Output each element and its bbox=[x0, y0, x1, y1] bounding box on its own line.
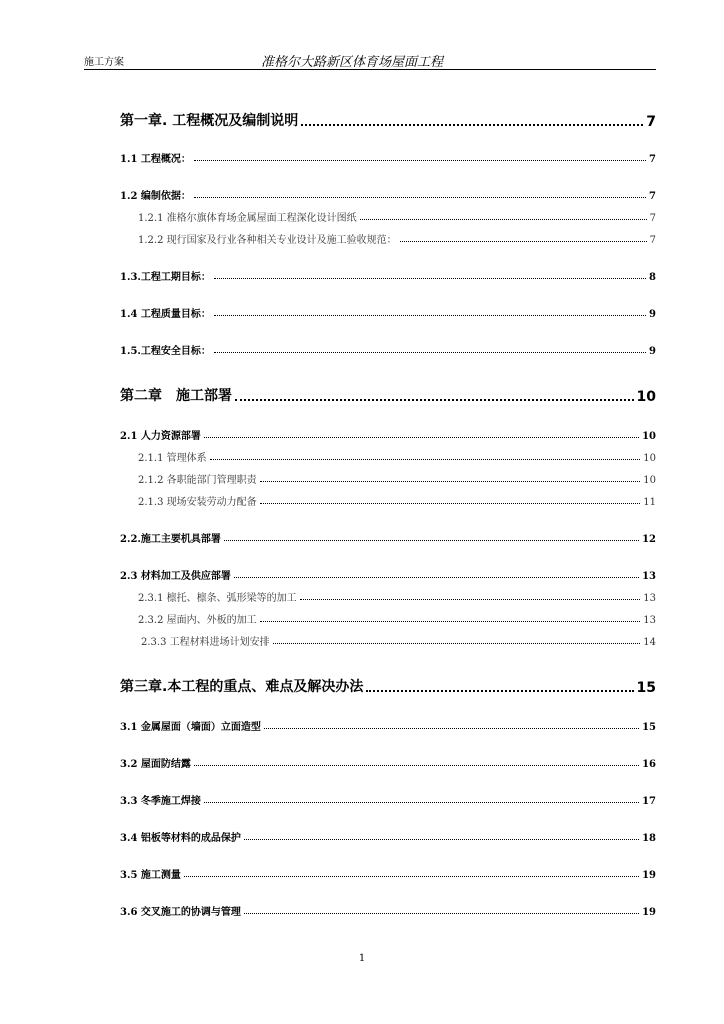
toc-subsection-2-1-2[interactable] bbox=[138, 471, 656, 486]
toc-page-number: 16 bbox=[642, 759, 656, 770]
toc-entry-title: 1.4 工程质量目标： bbox=[120, 309, 211, 320]
toc-leader-dots bbox=[214, 352, 646, 353]
toc-leader-dots bbox=[214, 278, 646, 279]
toc-subsection-2-1-1[interactable] bbox=[138, 449, 656, 464]
toc-section-1-2[interactable] bbox=[120, 187, 656, 202]
toc-leader-dots bbox=[194, 765, 639, 766]
toc-leader-dots bbox=[204, 437, 639, 438]
toc-subsection-1-2-2[interactable] bbox=[138, 231, 656, 246]
toc-page-number: 7 bbox=[649, 191, 656, 202]
toc-leader-dots bbox=[214, 315, 646, 316]
toc-entry-title: 2.3.1 檩托、檩条、弧形梁等的加工 bbox=[138, 593, 297, 604]
toc-section-3-4[interactable] bbox=[120, 829, 656, 844]
toc-page-number: 10 bbox=[636, 389, 656, 405]
toc-page-number: 18 bbox=[642, 833, 656, 844]
toc-leader-dots bbox=[366, 690, 633, 692]
toc-entry-title: 1.1 工程概况： bbox=[120, 154, 191, 165]
toc-entry-title: 3.3 冬季施工焊接 bbox=[120, 796, 201, 807]
toc-page-number: 15 bbox=[642, 722, 656, 733]
toc-entry-title: 3.4 铝板等材料的成品保护 bbox=[120, 833, 241, 844]
toc-leader-dots bbox=[184, 876, 639, 877]
toc-entry-title: 第二章 施工部署 bbox=[120, 388, 232, 404]
toc-page-number: 12 bbox=[642, 534, 656, 545]
toc-page-number: 13 bbox=[643, 615, 656, 626]
toc-section-2-3[interactable] bbox=[120, 567, 656, 582]
page-header bbox=[84, 52, 656, 70]
toc-entry-title: 2.3.2 屋面内、外板的加工 bbox=[138, 615, 257, 626]
toc-leader-dots bbox=[244, 839, 639, 840]
toc-leader-dots bbox=[224, 540, 639, 541]
header-doc-type: 施工方案 bbox=[84, 57, 124, 68]
toc-page-number: 19 bbox=[642, 907, 656, 918]
toc-subsection-2-3-1[interactable] bbox=[138, 589, 656, 604]
toc-page-number: 15 bbox=[636, 680, 656, 696]
toc-page-number: 10 bbox=[643, 475, 656, 486]
toc-page-number: 17 bbox=[642, 796, 656, 807]
toc-leader-dots bbox=[210, 459, 641, 460]
toc-page-number: 10 bbox=[643, 453, 656, 464]
toc-page-number: 7 bbox=[646, 114, 656, 130]
toc-leader-dots bbox=[204, 802, 639, 803]
toc-entry-title: 第三章.本工程的重点、难点及解决办法 bbox=[120, 679, 364, 695]
toc-section-3-1[interactable] bbox=[120, 718, 656, 733]
toc-leader-dots bbox=[244, 913, 639, 914]
toc-leader-dots bbox=[260, 503, 641, 504]
toc-entry-title: 第一章. 工程概况及编制说明 bbox=[120, 113, 299, 129]
toc-section-3-2[interactable] bbox=[120, 755, 656, 770]
toc-entry-title: 3.6 交叉施工的协调与管理 bbox=[120, 907, 241, 918]
toc-page-number: 19 bbox=[642, 870, 656, 881]
toc-entry-title: 1.2.1 准格尔旗体育场金属屋面工程深化设计图纸 bbox=[138, 213, 357, 224]
page-number: 1 bbox=[358, 953, 366, 964]
toc-page-number: 8 bbox=[649, 272, 656, 283]
toc-entry-title: 1.2.2 现行国家及行业各种相关专业设计及施工验收规范： bbox=[138, 235, 397, 246]
toc-page-number: 14 bbox=[643, 637, 656, 648]
toc-section-2-1[interactable] bbox=[120, 427, 656, 442]
toc-entry-title: 3.1 金属屋面（墙面）立面造型 bbox=[120, 722, 261, 733]
toc-entry-title: 2.1.2 各职能部门管理职责 bbox=[138, 475, 257, 486]
toc-section-1-4[interactable] bbox=[120, 305, 656, 320]
header-project-title: 准格尔大路新区体育场屋面工程 bbox=[261, 55, 444, 70]
toc-leader-dots bbox=[194, 160, 646, 161]
toc-entry-title: 1.5.工程安全目标： bbox=[120, 346, 211, 357]
toc-leader-dots bbox=[260, 621, 641, 622]
toc-entry-title: 3.2 屋面防结露 bbox=[120, 759, 191, 770]
toc-entry-title: 2.3 材料加工及供应部署 bbox=[120, 571, 231, 582]
toc-page-number: 9 bbox=[649, 346, 656, 357]
toc-section-1-5[interactable] bbox=[120, 342, 656, 357]
toc-section-2-2[interactable] bbox=[120, 530, 656, 545]
toc-leader-dots bbox=[264, 728, 639, 729]
toc-page-number: 7 bbox=[649, 235, 656, 246]
toc-section-3-3[interactable] bbox=[120, 792, 656, 807]
toc-entry-title: 1.3.工程工期目标： bbox=[120, 272, 211, 283]
toc-leader-dots bbox=[301, 124, 643, 126]
toc-entry-title: 2.1.3 现场安装劳动力配备 bbox=[138, 497, 257, 508]
toc-leader-dots bbox=[300, 599, 641, 600]
toc-page-number: 11 bbox=[643, 497, 656, 508]
toc-page-number: 7 bbox=[649, 213, 656, 224]
toc-leader-dots bbox=[235, 399, 634, 401]
toc-entry-title: 2.1.1 管理体系 bbox=[138, 453, 207, 464]
toc-section-3-5[interactable] bbox=[120, 866, 656, 881]
toc-chapter-2[interactable] bbox=[120, 385, 656, 405]
toc-page-number: 7 bbox=[649, 154, 656, 165]
toc-leader-dots bbox=[360, 219, 647, 220]
toc-entry-title: 3.5 施工测量 bbox=[120, 870, 181, 881]
toc-leader-dots bbox=[260, 481, 641, 482]
toc-subsection-2-3-3[interactable] bbox=[141, 633, 656, 648]
toc-subsection-2-3-2[interactable] bbox=[138, 611, 656, 626]
toc-leader-dots bbox=[194, 197, 646, 198]
toc-page-number: 9 bbox=[649, 309, 656, 320]
toc-subsection-1-2-1[interactable] bbox=[138, 209, 656, 224]
toc-entry-title: 1.2 编制依据： bbox=[120, 191, 191, 202]
toc-entry-title: 2.2.施工主要机具部署 bbox=[120, 534, 221, 545]
toc-subsection-2-1-3[interactable] bbox=[138, 493, 656, 508]
toc-section-1-3[interactable] bbox=[120, 268, 656, 283]
toc-leader-dots bbox=[273, 643, 641, 644]
toc-entry-title: 2.3.3 工程材料进场计划安排 bbox=[141, 637, 270, 648]
toc-page-number: 10 bbox=[642, 431, 656, 442]
toc-chapter-1[interactable] bbox=[120, 110, 656, 130]
toc-leader-dots bbox=[400, 241, 647, 242]
toc-leader-dots bbox=[234, 577, 639, 578]
toc-chapter-3[interactable] bbox=[120, 676, 656, 696]
page-footer bbox=[0, 953, 724, 964]
toc-entry-title: 2.1 人力资源部署 bbox=[120, 431, 201, 442]
toc-section-1-1[interactable] bbox=[120, 150, 656, 165]
toc-page-number: 13 bbox=[642, 571, 656, 582]
toc-section-3-6[interactable] bbox=[120, 903, 656, 918]
toc-page-number: 13 bbox=[643, 593, 656, 604]
